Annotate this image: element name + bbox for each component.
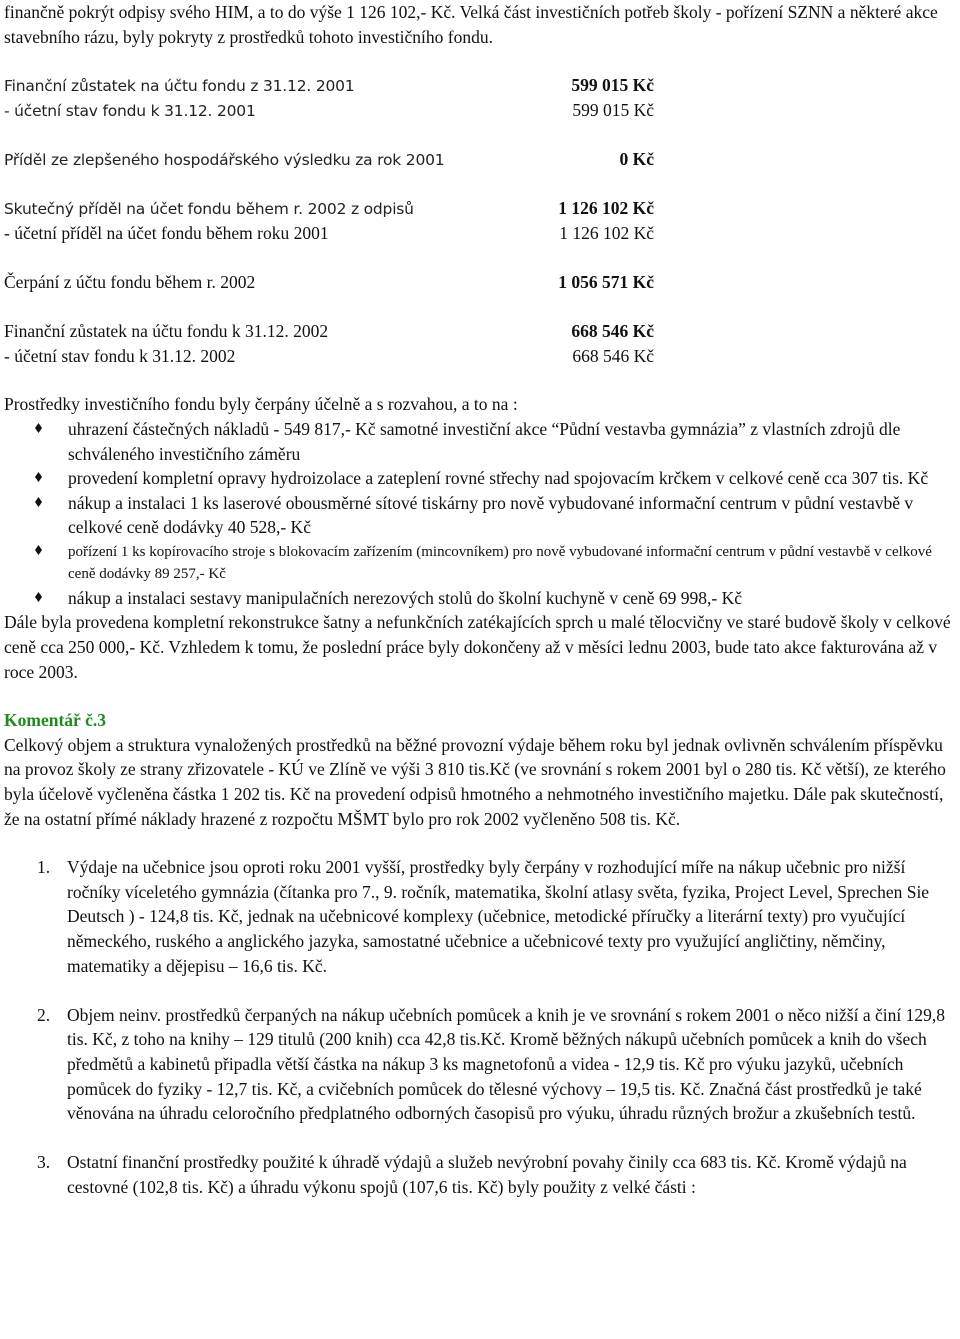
list-item bbox=[4, 855, 956, 978]
diamond-bullet-icon bbox=[35, 497, 42, 507]
row-label: Čerpání z účtu fondu během r. 2002 bbox=[4, 271, 256, 292]
list-item bbox=[4, 1003, 956, 1126]
document-page bbox=[4, 0, 956, 1224]
item-text: Objem neinv. prostředků čerpaných na nákup učebních pomůcek a knih je ve srovnání s rokem 2001 o něco nižší a činí 129,8 tis. Kč, z toho na knihy – 129 titulů (200 knih) cca 42,8 tis.Kč. Kromě běžných nákupů učebních pomůcek a knih do všech předmětů a kabinetů připadla větší částka na nákup 3 ks magnetofonů a videa - 12,9 tis. Kč pro výuku jazyků, učebních pomůcek do fyziky - 12,7 tis. Kč, a cvičebních pomůcek do tělesné výchovy – 19,5 tis. Kč. Značná část prostředků je také věnována na úhradu celoročního předplatného odborných časopisů pro výuku, úhradu různých brožur a zkušebních testů. bbox=[67, 1004, 945, 1124]
diamond-bullet-icon bbox=[35, 472, 42, 482]
list-item bbox=[4, 1150, 956, 1199]
accounting-allocation-row bbox=[4, 221, 956, 246]
allocation-row bbox=[4, 147, 956, 172]
list-item bbox=[4, 417, 956, 466]
item-number: 1. bbox=[37, 857, 51, 878]
diamond-bullet-icon bbox=[35, 545, 42, 555]
row-label: - účetní příděl na účet fondu během roku 2001 bbox=[4, 222, 329, 243]
accounting-row-2002 bbox=[4, 344, 956, 369]
bullet-text: nákup a instalaci sestavy manipulačních nerezových stolů do školní kuchyně v ceně 69 998,- Kč bbox=[68, 587, 743, 608]
renovation-paragraph: Dále byla provedena kompletní rekonstrukce šatny a nefunkčních zatékajících sprch u malé tělocvičny ve staré budově školy v celkové ceně cca 250 000,- Kč. Vzhledem k tomu, že poslední práce byly dokončeny až v měsíci lednu 2003, bude tato akce fakturována až v roce 2003. bbox=[4, 612, 951, 682]
row-value: 1 056 571 Kč bbox=[558, 271, 654, 292]
item-number: 3. bbox=[37, 1152, 51, 1173]
bullet-text: uhrazení částečných nákladů - 549 817,- Kč samotné investiční akce “Půdní vestavba gymnázia” z vlastních zdrojů dle schváleného investičního záměru bbox=[68, 418, 901, 464]
fund-balance-table bbox=[4, 73, 956, 368]
usage-intro: Prostředky investičního fondu byly čerpány účelně a s rozvahou, a to na : bbox=[4, 394, 518, 415]
row-label: Finanční zůstatek na účtu fondu k 31.12. 2002 bbox=[4, 321, 329, 342]
row-value: 1 126 102 Kč bbox=[558, 198, 654, 219]
bullet-text: provedení kompletní opravy hydroizolace a zateplení rovné střechy nad spojovacím krčkem v celkové ceně cca 307 tis. Kč bbox=[68, 468, 929, 489]
intro-paragraph: finančně pokrýt odpisy svého HIM, a to do výše 1 126 102,- Kč. Velká část investičních potřeb školy - pořízení SZNN a některé akce stavebního rázu, byly pokryty z prostředků tohoto investičního fondu. bbox=[4, 2, 938, 47]
row-label: Finanční zůstatek na účtu fondu z 31.12. 2001 bbox=[4, 77, 355, 96]
row-value: 1 126 102 Kč bbox=[559, 222, 654, 243]
numbered-list bbox=[4, 855, 956, 1199]
usage-bullet-list bbox=[4, 417, 956, 611]
row-value: 668 546 Kč bbox=[571, 321, 654, 342]
diamond-bullet-icon bbox=[35, 423, 42, 433]
item-text: Ostatní finanční prostředky použité k úhradě výdajů a služeb nevýrobní povahy činily cca 683 tis. Kč. Kromě výdajů na cestovné (102,8 tis. Kč) a úhradu výkonu spojů (107,6 tis. Kč) byly použity z velké části : bbox=[67, 1152, 907, 1197]
drawdown-row bbox=[4, 270, 956, 295]
diamond-bullet-icon bbox=[35, 592, 42, 602]
row-label: Příděl ze zlepšeného hospodářského výsledku za rok 2001 bbox=[4, 150, 445, 169]
balance-row-2002 bbox=[4, 319, 956, 344]
comment-heading: Komentář č.3 bbox=[4, 710, 107, 731]
row-label: - účetní stav fondu k 31.12. 2002 bbox=[4, 345, 236, 366]
item-text: Výdaje na učebnice jsou oproti roku 2001 vyšší, prostředky byly čerpány v rozhodující míře na nákup učebnic pro nižší ročníky víceletého gymnázia (čítanka pro 7., 9. ročník, matematika, školní atlasy světa, fyzika, Project Level, Sprechen Sie Deutsch ) - 124,8 tis. Kč, jednak na učebnicové komplexy (učebnice, metodické příručky a literární texty) pro vyučující německého, ruského a anglického jazyka, samostatné učebnice a učebnicové texty pro využující angličtiny, němčiny, matematiky a dějepisu – 16,6 tis. Kč. bbox=[67, 857, 930, 976]
comment-body: Celkový objem a struktura vynaložených prostředků na běžné provozní výdaje během roku byl jednak ovlivněn schválením příspěvku na provoz školy ze strany zřizovatele - KÚ ve Zlíně ve výši 3 810 tis.Kč (ve srovnání s rokem 2001 byl o 280 tis. Kč větší), ze kterého byla účelově vyčleněna částka 1 202 tis. Kč na provedení odpisů hmotného a nehmotného investičního majetku. Dále pak skutečností, že na ostatní přímé náklady hrazené z rozpočtu MŠMT bylo pro rok 2002 vyčleněno 508 tis. Kč. bbox=[4, 734, 946, 829]
row-label: Skutečný příděl na účet fondu během r. 2002 z odpisů bbox=[4, 200, 414, 219]
row-label: - účetní stav fondu k 31.12. 2001 bbox=[4, 101, 256, 120]
list-item bbox=[4, 586, 956, 611]
bullet-text: nákup a instalaci 1 ks laserové obousměrné sítové tiskárny pro nově vybudované informační centrum v půdní vestavbě v celkové ceně dodávky 40 528,- Kč bbox=[68, 492, 914, 538]
row-value: 0 Kč bbox=[619, 148, 654, 169]
list-item bbox=[4, 491, 956, 540]
row-value: 668 546 Kč bbox=[572, 345, 654, 366]
bullet-text: pořízení 1 ks kopírovacího stroje s blokovacím zařízením (mincovníkem) pro nově vybudované informační centrum v půdní vestavbě v celkové ceně dodávky 89 257,- Kč bbox=[68, 543, 932, 583]
row-value: 599 015 Kč bbox=[571, 75, 654, 96]
accounting-row-2001 bbox=[4, 98, 956, 123]
item-number: 2. bbox=[37, 1004, 51, 1025]
actual-allocation-row bbox=[4, 196, 956, 221]
list-item bbox=[4, 466, 956, 491]
balance-row-2001 bbox=[4, 73, 956, 98]
list-item bbox=[4, 540, 956, 586]
row-value: 599 015 Kč bbox=[572, 99, 654, 120]
